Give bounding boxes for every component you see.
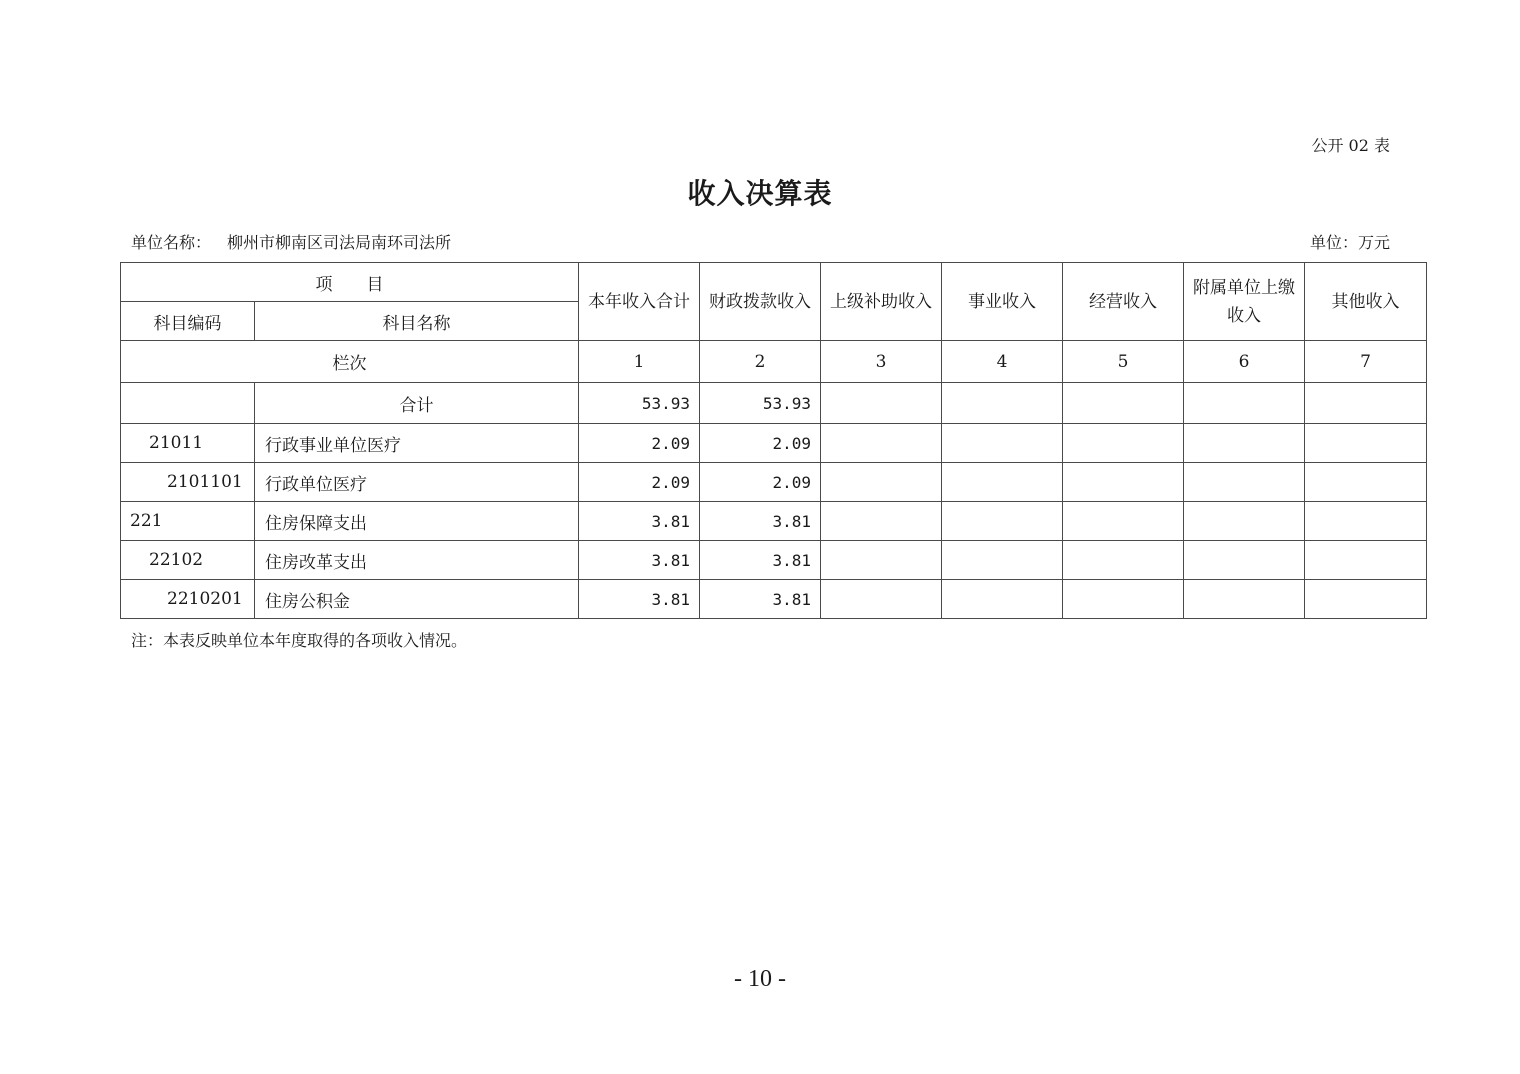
empty-cell [942, 383, 1063, 424]
empty-cell [821, 383, 942, 424]
empty-cell [1305, 580, 1427, 619]
empty-cell [1305, 383, 1427, 424]
total-income-value: 3.81 [579, 541, 700, 580]
empty-cell [1063, 502, 1184, 541]
header-operating-income: 经营收入 [1063, 263, 1184, 341]
subject-name: 行政单位医疗 [255, 463, 579, 502]
empty-cell [821, 424, 942, 463]
empty-cell [821, 463, 942, 502]
empty-cell [942, 580, 1063, 619]
empty-cell [1305, 463, 1427, 502]
report-meta [131, 230, 1390, 252]
subject-name: 行政事业单位医疗 [255, 424, 579, 463]
table-row [121, 580, 1427, 619]
subject-name: 住房公积金 [255, 580, 579, 619]
header-item: 项 目 [121, 263, 579, 302]
empty-cell [1305, 502, 1427, 541]
empty-cell [942, 463, 1063, 502]
column-index-4: 4 [942, 341, 1063, 383]
empty-cell [1184, 502, 1305, 541]
empty-cell [1184, 463, 1305, 502]
column-index-2: 2 [700, 341, 821, 383]
header-row-1 [121, 263, 1427, 302]
subject-code: 21011 [121, 424, 255, 463]
subject-code: 221 [121, 502, 255, 541]
header-fiscal-appropriation: 财政拨款收入 [700, 263, 821, 341]
header-business-income: 事业收入 [942, 263, 1063, 341]
unit-name-label: 单位名称： [131, 233, 212, 252]
total-income-value: 2.09 [579, 424, 700, 463]
empty-cell [821, 541, 942, 580]
subject-name: 住房保障支出 [255, 502, 579, 541]
empty-cell [942, 541, 1063, 580]
column-index-label: 栏次 [121, 341, 579, 383]
header-total-income: 本年收入合计 [579, 263, 700, 341]
total-income-value: 53.93 [579, 383, 700, 424]
column-index-1: 1 [579, 341, 700, 383]
header-affiliated-unit-income: 附属单位上缴收入 [1184, 263, 1305, 341]
empty-cell [942, 502, 1063, 541]
table-row [121, 502, 1427, 541]
header-subject-name: 科目名称 [255, 302, 579, 341]
fiscal-appropriation-value: 3.81 [700, 502, 821, 541]
header-subject-code: 科目编码 [121, 302, 255, 341]
empty-cell [821, 580, 942, 619]
fiscal-appropriation-value: 3.81 [700, 541, 821, 580]
unit-name [131, 230, 451, 253]
income-settlement-table [120, 262, 1427, 619]
total-income-value: 3.81 [579, 580, 700, 619]
empty-cell [1305, 424, 1427, 463]
total-code-cell [121, 383, 255, 424]
header-other-income: 其他收入 [1305, 263, 1427, 341]
empty-cell [1063, 383, 1184, 424]
table-row [121, 541, 1427, 580]
currency-unit: 单位：万元 [1309, 233, 1390, 252]
empty-cell [1063, 424, 1184, 463]
table-note: 注：本表反映单位本年度取得的各项收入情况。 [131, 631, 468, 650]
form-number: 公开 02 表 [1311, 136, 1390, 155]
subject-code: 2101101 [121, 463, 255, 502]
total-income-value: 2.09 [579, 463, 700, 502]
total-label: 合计 [255, 383, 579, 424]
empty-cell [1184, 424, 1305, 463]
column-index-6: 6 [1184, 341, 1305, 383]
total-income-value: 3.81 [579, 502, 700, 541]
column-index-row [121, 341, 1427, 383]
fiscal-appropriation-value: 3.81 [700, 580, 821, 619]
subject-code: 22102 [121, 541, 255, 580]
table-row [121, 463, 1427, 502]
empty-cell [942, 424, 1063, 463]
column-index-7: 7 [1305, 341, 1427, 383]
unit-name-value: 柳州市柳南区司法局南环司法所 [227, 233, 452, 252]
empty-cell [1184, 383, 1305, 424]
fiscal-appropriation-value: 2.09 [700, 463, 821, 502]
subject-name: 住房改革支出 [255, 541, 579, 580]
column-index-3: 3 [821, 341, 942, 383]
fiscal-appropriation-value: 2.09 [700, 424, 821, 463]
empty-cell [1063, 463, 1184, 502]
table-row [121, 424, 1427, 463]
empty-cell [821, 502, 942, 541]
total-fiscal-value: 53.93 [700, 383, 821, 424]
header-superior-subsidy: 上级补助收入 [821, 263, 942, 341]
total-row [121, 383, 1427, 424]
subject-code: 2210201 [121, 580, 255, 619]
column-index-5: 5 [1063, 341, 1184, 383]
empty-cell [1184, 580, 1305, 619]
report-title: 收入决算表 [687, 177, 833, 210]
empty-cell [1063, 580, 1184, 619]
empty-cell [1184, 541, 1305, 580]
empty-cell [1305, 541, 1427, 580]
empty-cell [1063, 541, 1184, 580]
page-number: - 10 - [734, 966, 786, 992]
